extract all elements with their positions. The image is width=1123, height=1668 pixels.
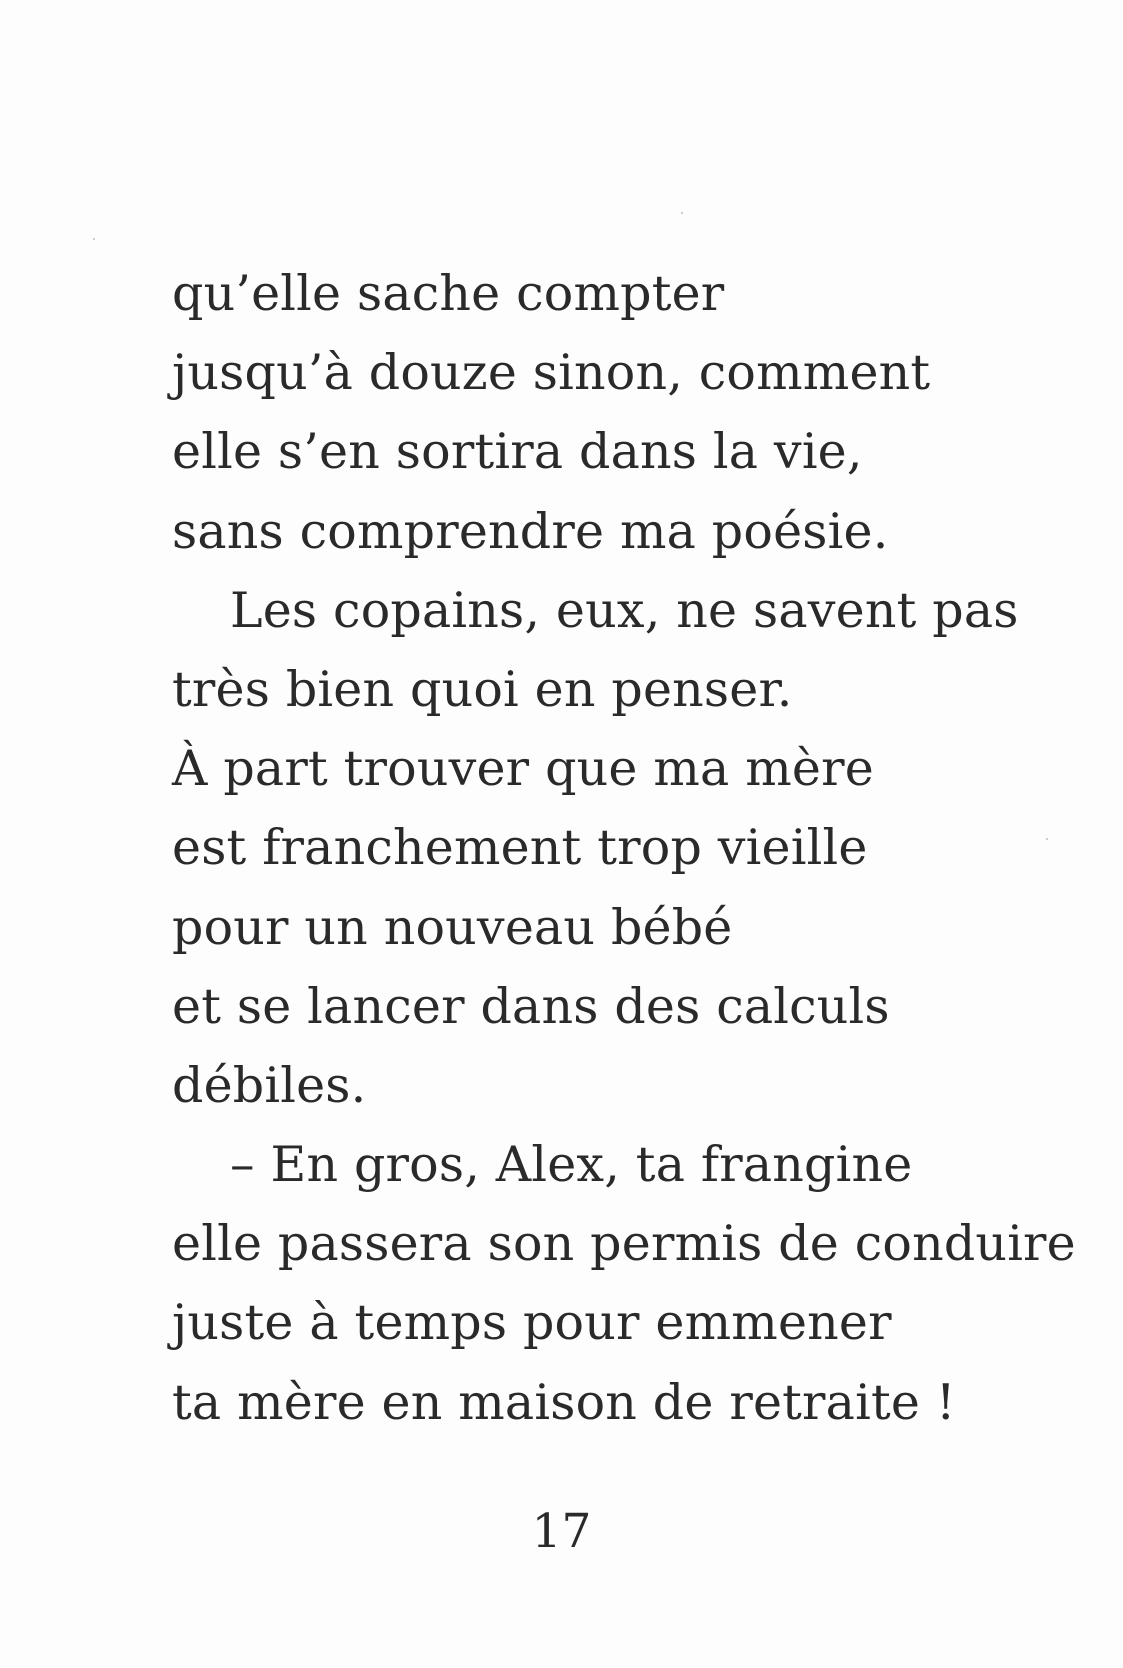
text-line: Les copains, eux, ne savent pas	[230, 581, 1019, 639]
text-line: sans comprendre ma poésie.	[172, 502, 889, 560]
text-line: débiles.	[172, 1056, 367, 1114]
dialogue-line: juste à temps pour emmener	[172, 1294, 892, 1352]
text-line: À part trouver que ma mère	[172, 740, 874, 798]
text-line: et se lancer dans des calculs	[172, 977, 890, 1035]
dialogue-line: – En gros, Alex, ta frangine	[230, 1136, 913, 1194]
text-line: jusqu’à douze sinon, comment	[172, 344, 931, 402]
page-number: 17	[531, 1504, 592, 1559]
paper-speck	[681, 212, 683, 214]
text-line: est franchement trop vieille	[172, 819, 868, 877]
dialogue-line: ta mère en maison de retraite !	[172, 1373, 956, 1431]
dialogue-line: elle passera son permis de conduire	[172, 1215, 1076, 1273]
text-line: très bien quoi en penser.	[172, 660, 793, 718]
text-line: qu’elle sache compter	[172, 265, 725, 322]
text-line: elle s’en sortira dans la vie,	[172, 423, 863, 481]
body-text	[172, 254, 1076, 1442]
paper-speck	[93, 238, 95, 240]
text-line: pour un nouveau bébé	[172, 898, 733, 956]
